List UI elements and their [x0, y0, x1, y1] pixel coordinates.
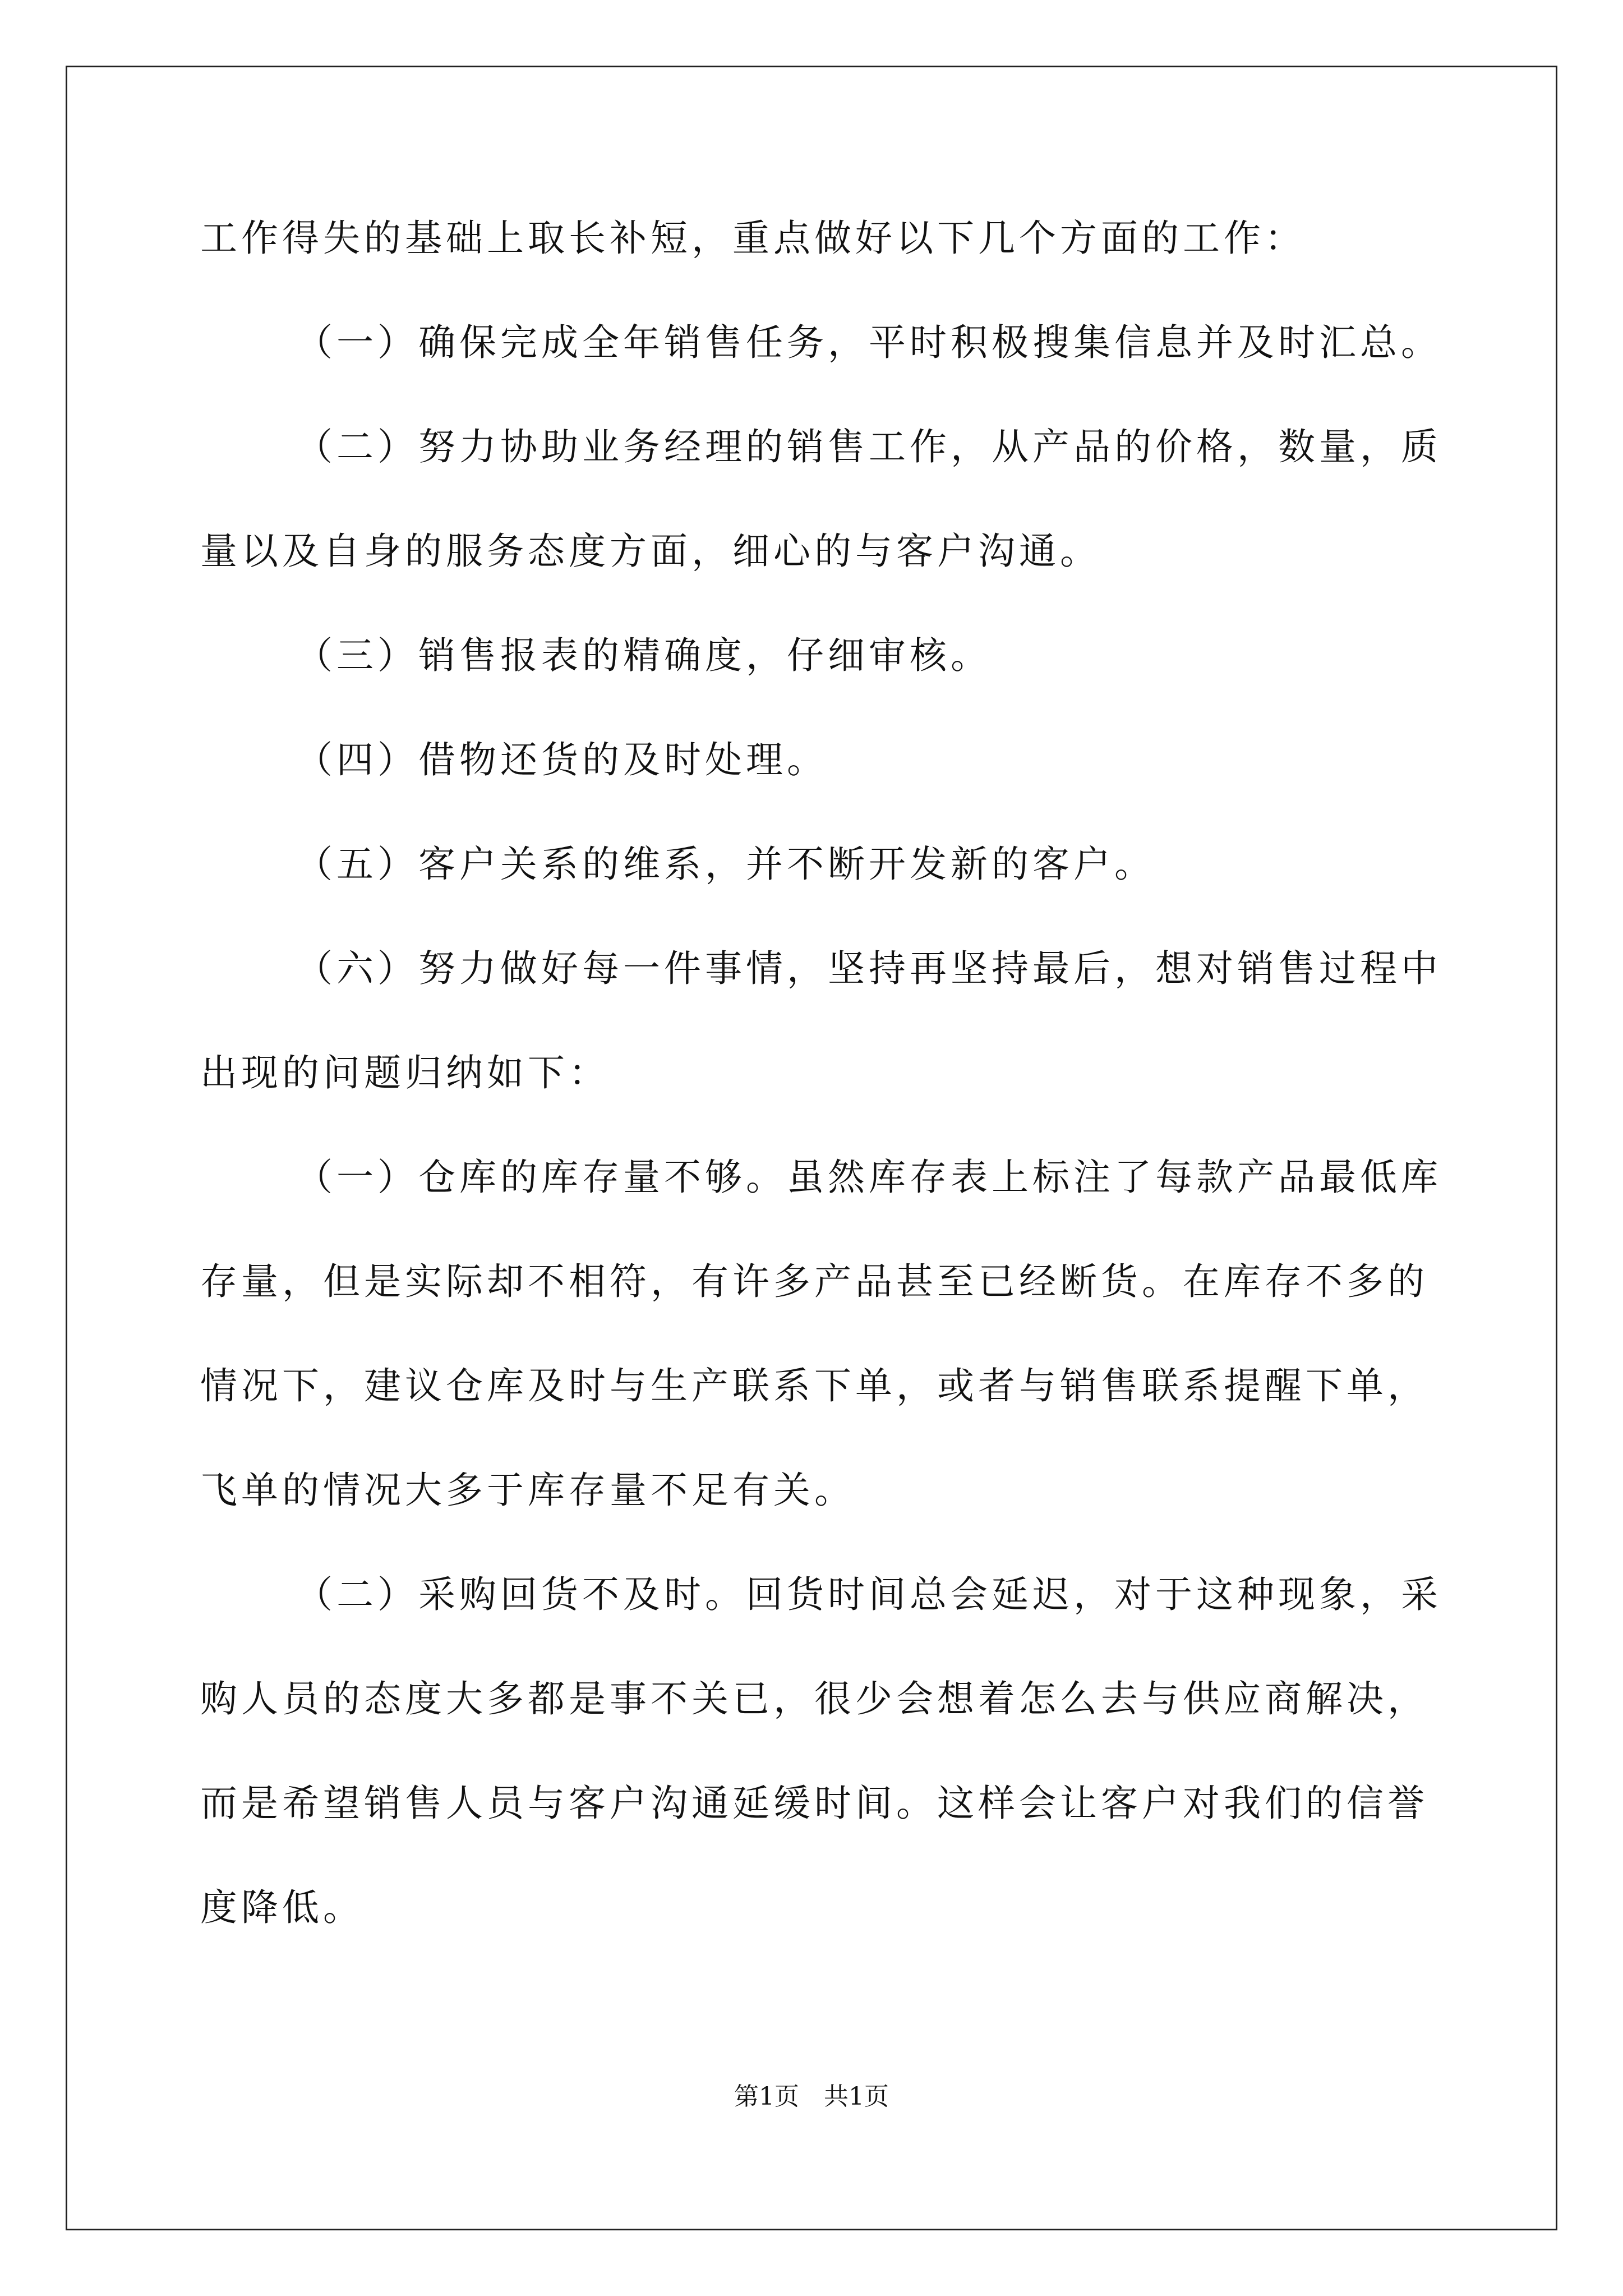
- text-line: （二）努力协助业务经理的销售工作，从产品的价格，数量，质: [296, 425, 1442, 468]
- text-line: （六）努力做好每一件事情，坚持再坚持最后，想对销售过程中: [296, 947, 1442, 990]
- text-line: 工作得失的基础上取长补短，重点做好以下几个方面的工作：: [200, 217, 1306, 260]
- text-line: （二）采购回货不及时。回货时间总会延迟，对于这种现象，采: [296, 1573, 1442, 1616]
- page-total: 共1页: [824, 2082, 889, 2111]
- text-line: 购人员的态度大多都是事不关已，很少会想着怎么去与供应商解决，: [200, 1677, 1428, 1720]
- text-line: （一）仓库的库存量不够。虽然库存表上标注了每款产品最低库: [296, 1156, 1442, 1199]
- text-line: 存量，但是实际却不相符，有许多产品甚至已经断货。在库存不多的: [200, 1260, 1428, 1303]
- text-line: 度降低。: [200, 1886, 364, 1929]
- text-line: 飞单的情况大多于库存量不足有关。: [200, 1469, 855, 1512]
- text-line: 出现的问题归纳如下：: [200, 1051, 610, 1094]
- text-line: 而是希望销售人员与客户沟通延缓时间。这样会让客户对我们的信誉: [200, 1782, 1428, 1825]
- text-line: （一）确保完成全年销售任务，平时积极搜集信息并及时汇总。: [296, 321, 1442, 364]
- text-line: 量以及自身的服务态度方面，细心的与客户沟通。: [200, 530, 1101, 573]
- text-line: （四）借物还货的及时处理。: [296, 738, 828, 781]
- text-line: （五）客户关系的维系，并不断开发新的客户。: [296, 843, 1155, 886]
- text-line: （三）销售报表的精确度，仔细审核。: [296, 634, 992, 677]
- text-line: 情况下，建议仓库及时与生产联系下单，或者与销售联系提醒下单，: [200, 1364, 1428, 1407]
- page-footer: [0, 2080, 1623, 2114]
- page-number: 第1页: [734, 2082, 799, 2111]
